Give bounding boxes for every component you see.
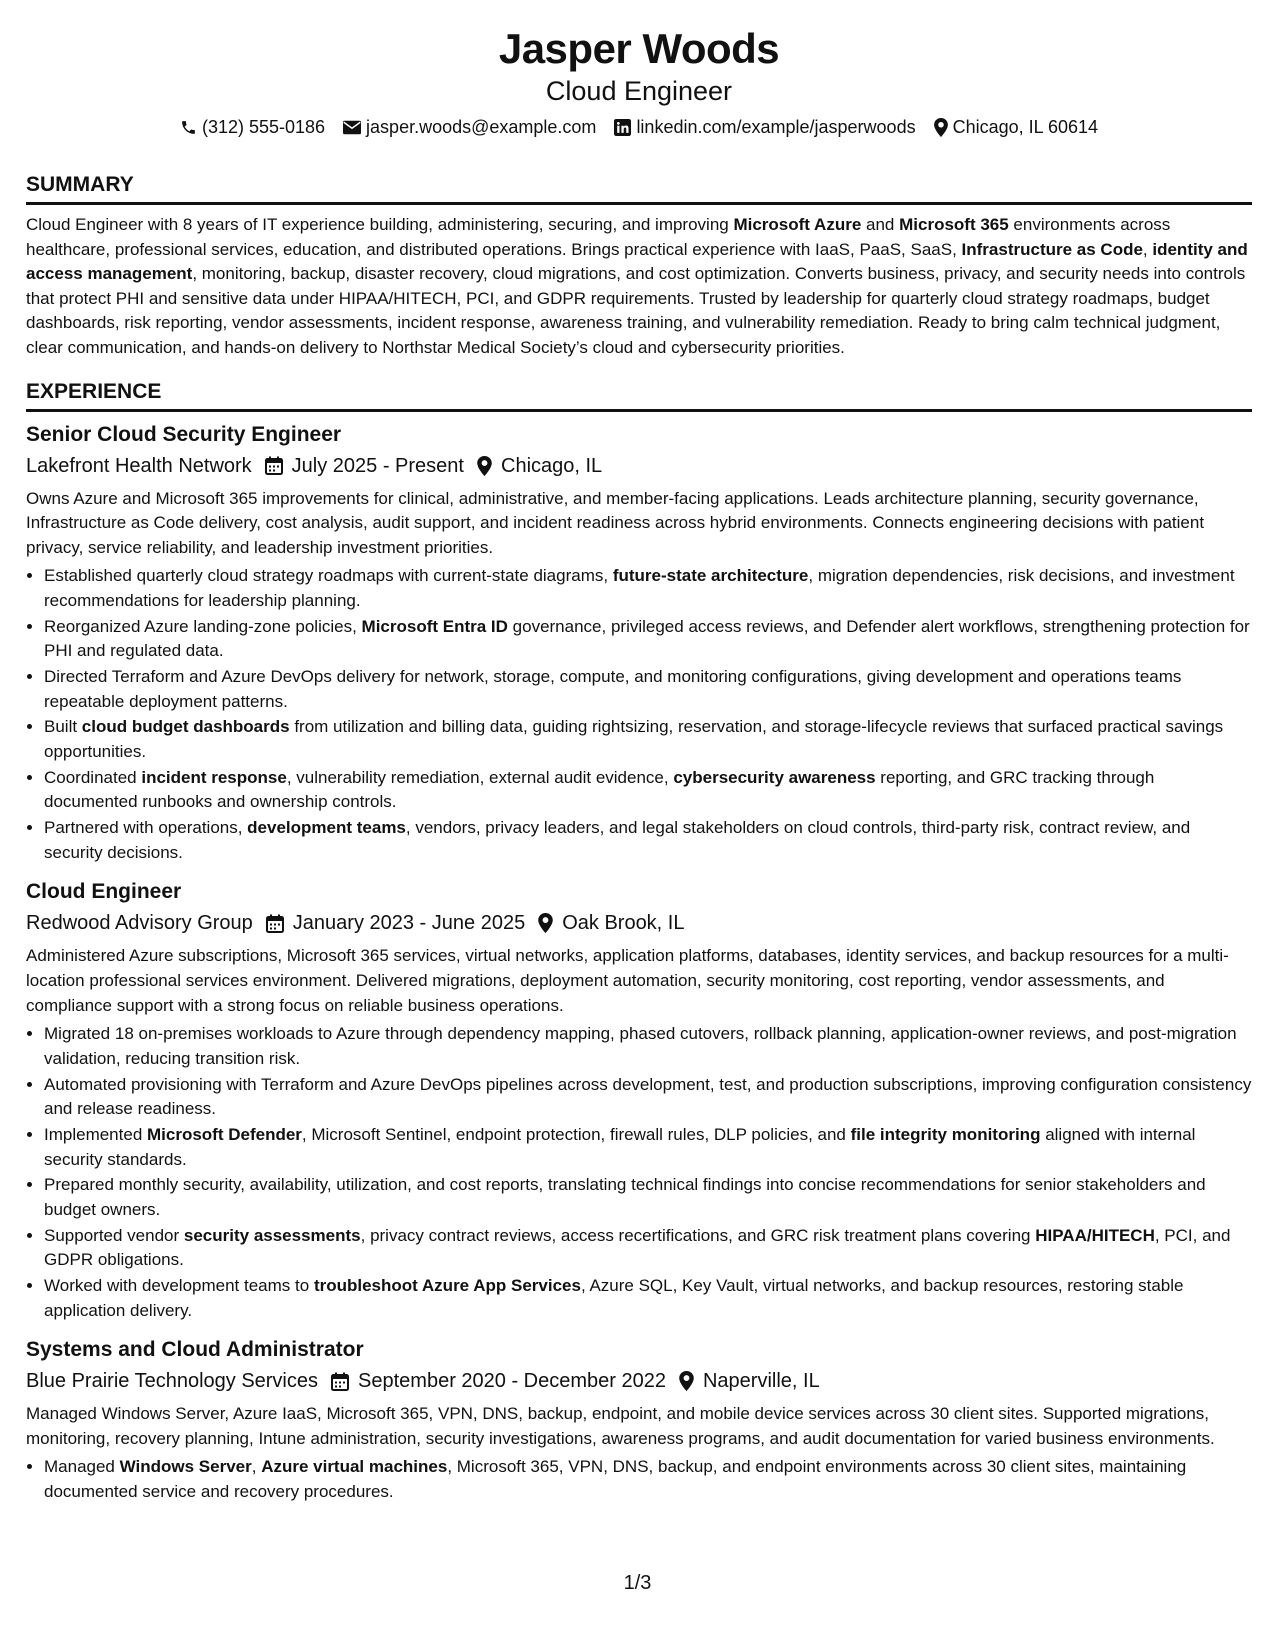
- job-description: Managed Windows Server, Azure IaaS, Microsoft 365, VPN, DNS, backup, endpoint, and mobile device services across 30 client sites. Supported migrations, monitoring, recovery planning, Intune administration, security investigations, awareness programs, and audit documentation for varied business environments.: [26, 1404, 1215, 1448]
- bullet-item: • Directed Terraform and Azure DevOps delivery for network, storage, compute, and monitoring configurations, giving development and operations teams repeatable deployment patterns.: [44, 665, 1252, 714]
- job-company: Blue Prairie Technology Services: [26, 1370, 319, 1393]
- job-entry: [26, 1337, 1252, 1504]
- calendar-icon: [265, 456, 283, 475]
- emphasis-text: Windows Server: [119, 1457, 252, 1477]
- experience-heading: EXPERIENCE: [26, 379, 1252, 412]
- bullet-item: • Prepared monthly security, availability, utilization, and cost reports, translating technical findings into concise recommendations for senior stakeholders and budget owners.: [44, 1173, 1252, 1222]
- map-pin-icon: [538, 913, 553, 933]
- job-description: Administered Azure subscriptions, Microsoft 365 services, virtual networks, application platforms, databases, identity services, and backup resources for a multi-location professional services environment. Delivered migrations, deployment automation, security monitoring, cost reporting, vendor assessments, and compliance support with a strong focus on reliable business operations.: [26, 946, 1229, 1015]
- emphasis-text: cybersecurity awareness: [673, 767, 876, 787]
- job-title: Cloud Engineer: [26, 880, 182, 904]
- job-meta: [26, 1368, 1252, 1394]
- contact-location: [934, 116, 1098, 138]
- location-text: Chicago, IL 60614: [952, 117, 1099, 137]
- job-company: Lakefront Health Network: [26, 454, 252, 477]
- resume-page: [26, 24, 1252, 1506]
- contact-email[interactable]: [343, 116, 596, 138]
- emphasis-text: Microsoft Azure: [733, 215, 862, 234]
- bullet-item: • Automated provisioning with Terraform and Azure DevOps pipelines across development, test, and production subscriptions, improving configuration consistency and release readiness.: [44, 1073, 1252, 1122]
- emphasis-text: future-state architecture: [612, 566, 809, 586]
- job-entry: [26, 422, 1252, 866]
- map-pin-icon: [477, 456, 492, 476]
- job-bullets: [26, 1022, 1252, 1323]
- emphasis-text: Microsoft Entra ID: [361, 616, 508, 636]
- map-pin-icon: [934, 118, 948, 137]
- job-description: Owns Azure and Microsoft 365 improvements for clinical, administrative, and member-facing applications. Leads architecture planning, security governance, Infrastructure as Code delivery, cost analysis, audit support, and incident readiness across hybrid environments. Connects engineering decisions with patient privacy, service reliability, and leadership investment priorities.: [26, 488, 1205, 557]
- contact-bar: [26, 116, 1252, 138]
- emphasis-text: cloud budget dashboards: [81, 717, 290, 737]
- bullet-item: • Coordinated incident response, vulnerability remediation, external audit evidence, cybersecurity awareness reporting, and GRC tracking through documented runbooks and ownership controls.: [44, 766, 1252, 815]
- emphasis-text: file integrity monitoring: [850, 1124, 1041, 1144]
- bullet-item: • Implemented Microsoft Defender, Microsoft Sentinel, endpoint protection, firewall rules, DLP policies, and file integrity monitoring aligned with internal security standards.: [44, 1123, 1252, 1172]
- phone-icon: [180, 119, 197, 136]
- bullet-item: • Built cloud budget dashboards from utilization and billing data, guiding rightsizing, reservation, and storage-lifecycle reviews that surfaced practical savings opportunities.: [44, 715, 1252, 764]
- emphasis-text: security assessments: [183, 1225, 361, 1245]
- candidate-name: Jasper Woods: [498, 25, 780, 72]
- phone-text: (312) 555-0186: [201, 117, 326, 137]
- emphasis-text: Microsoft 365: [899, 215, 1009, 234]
- linkedin-icon: [614, 119, 631, 136]
- job-location: Oak Brook, IL: [562, 912, 685, 935]
- bullet-item: • Partnered with operations, development teams, vendors, privacy leaders, and legal stakeholders on cloud controls, third-party risk, contract review, and security decisions.: [44, 816, 1252, 865]
- summary-heading: SUMMARY: [26, 172, 1252, 205]
- emphasis-text: troubleshoot Azure App Services: [313, 1276, 581, 1296]
- emphasis-text: development teams: [247, 818, 406, 838]
- job-bullets: [26, 564, 1252, 865]
- linkedin-text: linkedin.com/example/jasperwoods: [636, 117, 916, 137]
- calendar-icon: [331, 1372, 349, 1391]
- email-text: jasper.woods@example.com: [366, 117, 597, 137]
- job-location: Naperville, IL: [702, 1370, 820, 1393]
- bullet-item: • Managed Windows Server, Azure virtual machines, Microsoft 365, VPN, DNS, backup, and endpoint environments across 30 client sites, maintaining documented service and recovery procedures.: [44, 1455, 1252, 1504]
- job-bullets: [26, 1455, 1252, 1504]
- emphasis-text: Infrastructure as Code: [961, 239, 1143, 259]
- job-dates: September 2020 - December 2022: [358, 1370, 666, 1393]
- contact-linkedin[interactable]: [614, 116, 915, 138]
- job-dates: January 2023 - June 2025: [292, 912, 526, 935]
- job-meta: [26, 453, 1252, 479]
- candidate-headline: Cloud Engineer: [545, 76, 733, 106]
- map-pin-icon: [679, 1371, 694, 1391]
- bullet-item: • Migrated 18 on-premises workloads to Azure through dependency mapping, phased cutovers, rollback planning, application-owner reviews, and post-migration validation, reducing transition risk.: [44, 1022, 1252, 1071]
- envelope-icon: [343, 120, 361, 135]
- emphasis-text: Microsoft Defender: [147, 1124, 302, 1144]
- summary-text: Cloud Engineer with 8 years of IT experience building, administering, securing, and improving Microsoft Azure and Microsoft 365 environments across healthcare, professional services, education, and distributed operations. Brings practical experience with IaaS, PaaS, SaaS, Infrastructure as Code, identity and access management, monitoring, backup, disaster recovery, cloud migrations, and cost optimization. Converts business, privacy, and security needs into controls that protect PHI and sensitive data under HIPAA/HITECH, PCI, and GDPR requirements. Trusted by leadership for quarterly cloud strategy roadmaps, budget dashboards, risk reporting, vendor assessments, incident response, awareness training, and vulnerability remediation. Ready to bring calm technical judgment, clear communication, and hands-on delivery to Northstar Medical Society’s cloud and cybersecurity priorities.: [26, 215, 1248, 357]
- emphasis-text: Azure virtual machines: [261, 1457, 448, 1477]
- emphasis-text: identity and access management: [26, 239, 1248, 284]
- job-title: Senior Cloud Security Engineer: [26, 422, 342, 446]
- job-meta: [26, 910, 1252, 936]
- emphasis-text: HIPAA/HITECH: [1035, 1225, 1155, 1245]
- job-title: Systems and Cloud Administrator: [26, 1338, 364, 1362]
- emphasis-text: incident response: [141, 767, 287, 787]
- contact-phone[interactable]: [180, 116, 325, 138]
- calendar-icon: [266, 914, 284, 933]
- page-number: 1/3: [623, 1572, 652, 1594]
- bullet-item: • Established quarterly cloud strategy roadmaps with current-state diagrams, future-state architecture, migration dependencies, risk decisions, and investment recommendations for leadership planning.: [44, 564, 1252, 613]
- job-entry: [26, 879, 1252, 1323]
- job-company: Redwood Advisory Group: [26, 912, 253, 935]
- bullet-item: • Supported vendor security assessments, privacy contract reviews, access recertifications, and GRC risk treatment plans covering HIPAA/HITECH, PCI, and GDPR obligations.: [44, 1224, 1252, 1273]
- experience-list: [26, 422, 1252, 1505]
- bullet-item: • Reorganized Azure landing-zone policies, Microsoft Entra ID governance, privileged access reviews, and Defender alert workflows, strengthening protection for PHI and regulated data.: [44, 615, 1252, 664]
- job-dates: July 2025 - Present: [291, 454, 464, 477]
- bullet-item: • Worked with development teams to troubleshoot Azure App Services, Azure SQL, Key Vault, virtual networks, and backup resources, restoring stable application delivery.: [44, 1274, 1252, 1323]
- job-location: Chicago, IL: [501, 454, 603, 477]
